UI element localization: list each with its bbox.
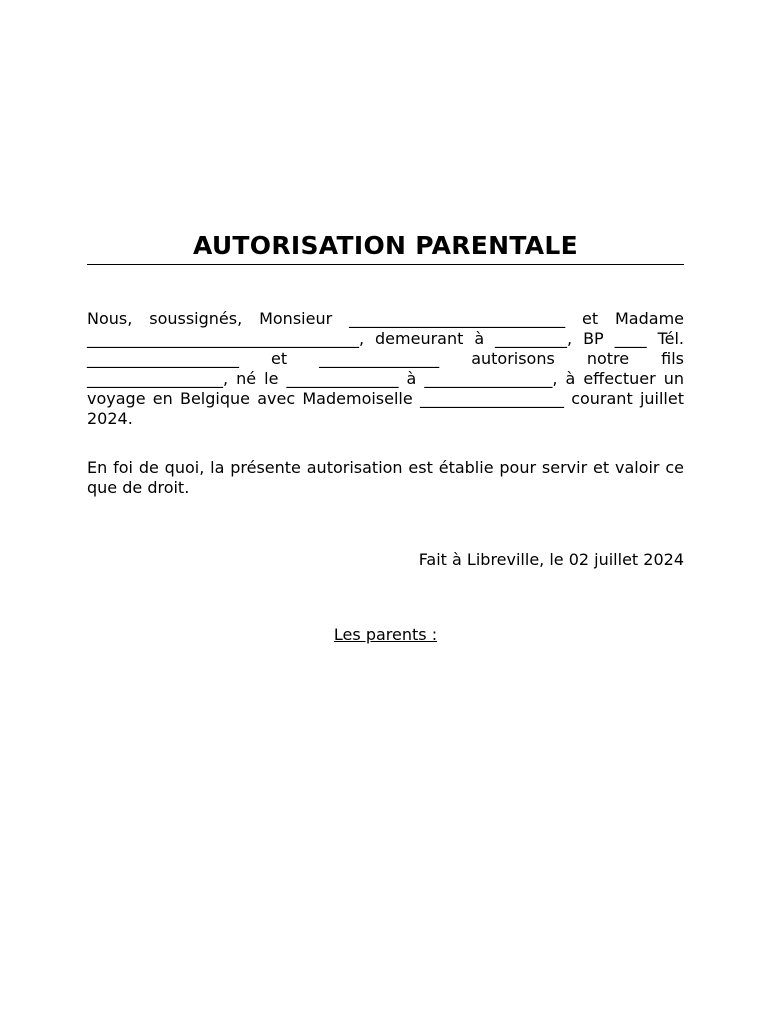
title-underline-rule <box>87 264 684 265</box>
closing-paragraph: En foi de quoi, la présente autorisation est établie pour servir et valoir ce que de droit. <box>87 458 684 497</box>
signature-label: Les parents : <box>333 625 438 644</box>
place-and-date: Fait à Libreville, le 02 juillet 2024 <box>418 550 684 569</box>
authorization-paragraph: Nous, soussignés, Monsieur ___________________________ et Madame __________________________________, demeurant à _________, BP ____ Tél. ___________________ et _______________ autorisons notre fils _________________, né le ______________ à ________________, à effectuer un voyage en Belgique avec Mademoiselle __________________ courant juillet 2024. <box>87 309 684 428</box>
document-title: AUTORISATION PARENTALE <box>192 231 579 260</box>
signature-block <box>87 625 684 645</box>
